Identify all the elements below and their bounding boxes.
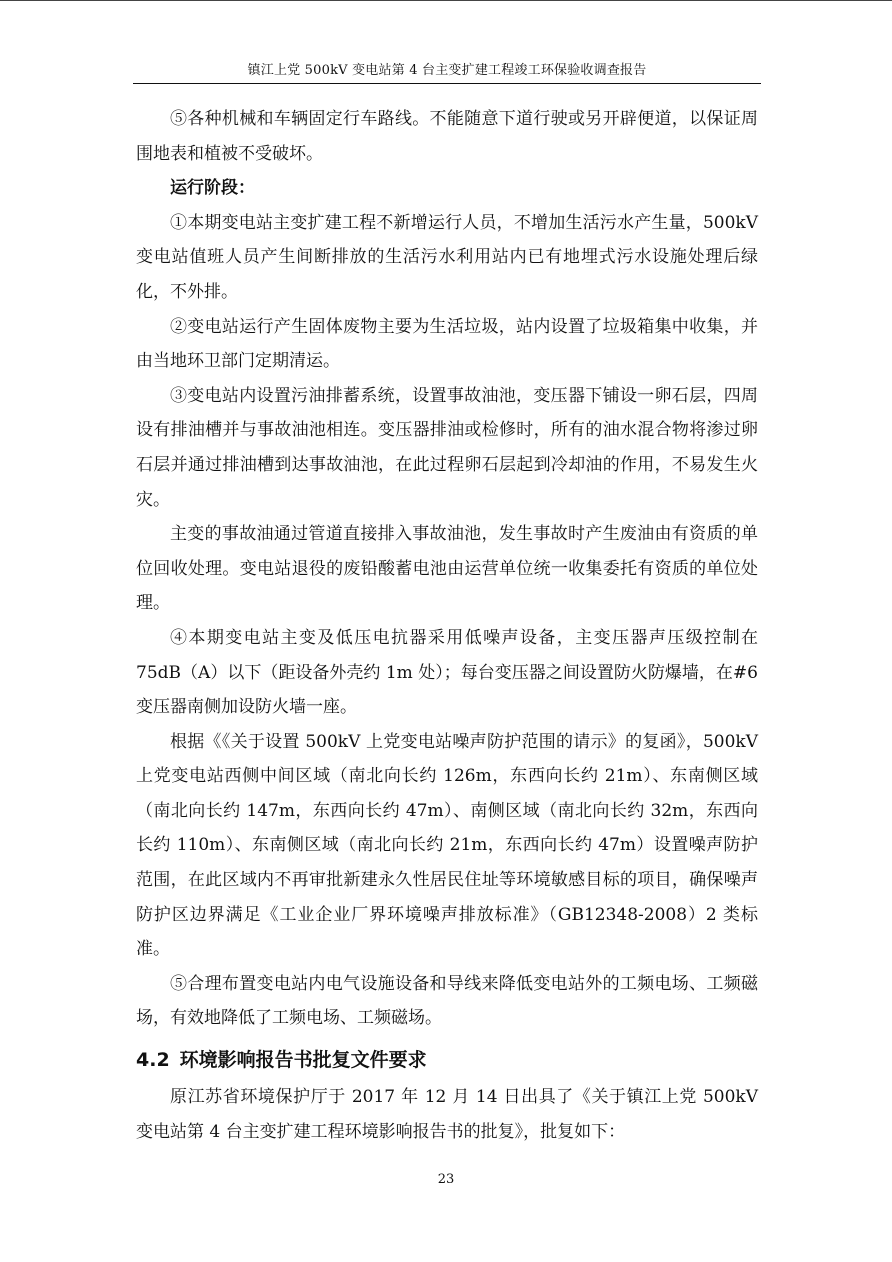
section-number: 4.2 [136,1049,170,1072]
paragraph-machinery-routes: ⑤各种机械和车辆固定行车路线。不能随意下道行驶或另开辟便道，以保证周围地表和植被不受破坏。 [136,109,758,164]
paragraph-electromagnetic: ⑤合理布置变电站内电气设施设备和导线来降低变电站外的工频电场、工频磁场，有效地降低了工频电场、工频磁场。 [136,973,758,1029]
header-rule [133,83,761,84]
paragraph-solid-waste: ②变电站运行产生固体废物主要为生活垃圾，站内设置了垃圾箱集中收集，并由当地环卫部门定期清运。 [136,316,758,372]
paragraph-oil-drainage: ③变电站内设置污油排蓄系统，设置事故油池，变压器下铺设一卵石层，四周设有排油槽并与事故油池相连。变压器排油或检修时，所有的油水混合物将渗过卵石层并通过排油槽到达事故油池，在此过程卵石层起到冷却油的作用，不易发生火灾。 [136,385,758,510]
section-title: 环境影响报告书批复文件要求 [179,1049,427,1072]
section-heading [136,1040,758,1080]
page-body [136,102,758,1149]
paragraph-sewage: ①本期变电站主变扩建工程不新增运行人员，不增加生活污水产生量，500kV 变电站值班人员产生间断排放的生活污水利用站内已有地埋式污水设施处理后绿化，不外排。 [136,212,758,302]
page-top-border [0,0,892,1]
running-header: 镇江上党 500kV 变电站第 4 台主变扩建工程竣工环保验收调查报告 [247,63,647,78]
paragraph-accident-oil: 主变的事故油通过管道直接排入事故油池，发生事故时产生废油由有资质的单位回收处理。变电站退役的废铅酸蓄电池由运营单位统一收集委托有资质的单位处理。 [136,524,758,614]
paragraph-approval-intro: 原江苏省环境保护厅于 2017 年 12 月 14 日出具了《关于镇江上党 500kV 变电站第 4 台主变扩建工程环境影响报告书的批复》，批复如下： [136,1087,758,1142]
paragraph-noise-protection-range: 根据《《关于设置 500kV 上党变电站噪声防护范围的请示》的复函》，500kV 上党变电站西侧中间区域（南北向长约 126m，东西向长约 21m）、东南侧区域（南北向长约 147m，东西向长约 47m）、南侧区域（南北向长约 32m，东西向长约 110m）、东南侧区域（南北向长约 21m，东西向长约 47m）设置噪声防护范围，在此区域内不再审批新建永久性居民住址等环境敏感目标的项目，确保噪声防护区边界满足《工业企业厂界环境噪声排放标准》（GB12348-2008）2 类标准。 [136,731,758,960]
page-number: 23 [437,1172,455,1187]
subheading-operation-stage: 运行阶段： [170,178,255,199]
paragraph-noise-equipment: ④本期变电站主变及低压电抗器采用低噪声设备，主变压器声压级控制在 75dB（A）以下（距设备外壳约 1m 处）；每台变压器之间设置防火防爆墙，在#6 变压器南侧加设防火墙一座。 [136,627,758,718]
